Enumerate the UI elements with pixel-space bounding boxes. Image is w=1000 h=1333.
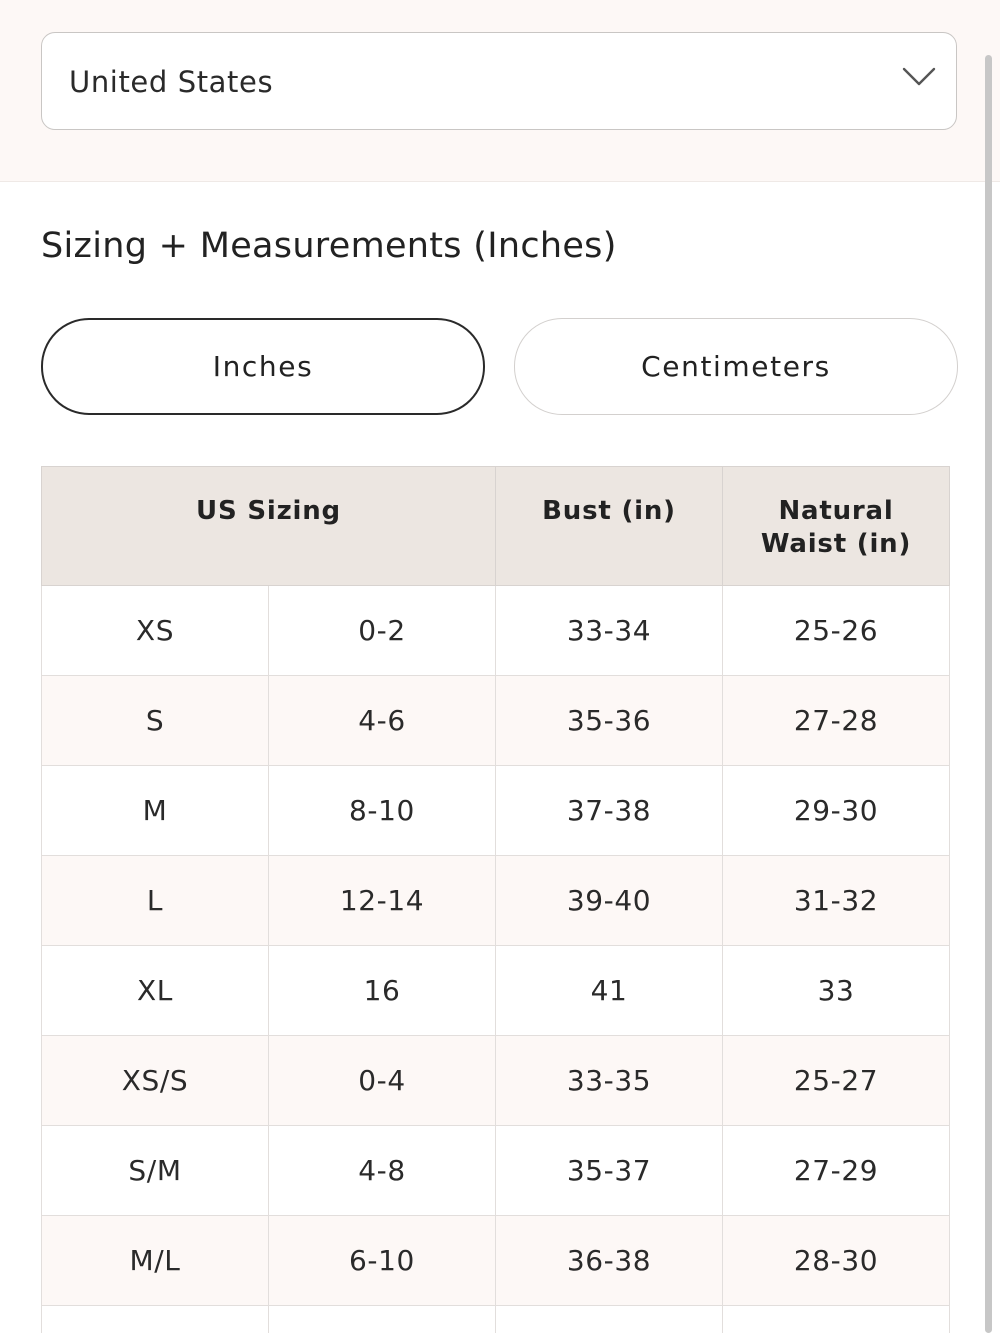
cell-bust: 39-40 bbox=[496, 856, 723, 946]
cell-size: XS bbox=[42, 586, 269, 676]
cell-waist: 25-27 bbox=[723, 1036, 950, 1126]
table-row bbox=[42, 1216, 950, 1306]
cell-us-size: 6-10 bbox=[269, 1216, 496, 1306]
table-row bbox=[42, 1036, 950, 1126]
cell-size bbox=[42, 1306, 269, 1333]
header-us-sizing: US Sizing bbox=[42, 467, 496, 586]
cell-waist: 25-26 bbox=[723, 586, 950, 676]
cell-us-size: 0-4 bbox=[269, 1036, 496, 1126]
header-bust: Bust (in) bbox=[496, 467, 723, 586]
cell-waist: 29-30 bbox=[723, 766, 950, 856]
cell-us-size: 12-14 bbox=[269, 856, 496, 946]
chevron-down-icon bbox=[902, 66, 936, 88]
header-natural-waist-line2: Waist (in) bbox=[760, 529, 912, 559]
cell-waist: 33 bbox=[723, 946, 950, 1036]
table-header-row bbox=[42, 467, 950, 586]
cell-bust: 41 bbox=[496, 946, 723, 1036]
cell-size: S bbox=[42, 676, 269, 766]
scrollbar-thumb[interactable] bbox=[985, 55, 992, 1333]
cell-us-size bbox=[269, 1306, 496, 1333]
header-natural-waist-line1: Natural bbox=[778, 496, 894, 526]
table-row bbox=[42, 856, 950, 946]
cell-size: XS/S bbox=[42, 1036, 269, 1126]
cell-size: XL bbox=[42, 946, 269, 1036]
table-row bbox=[42, 946, 950, 1036]
cell-bust: 35-36 bbox=[496, 676, 723, 766]
cell-bust bbox=[496, 1306, 723, 1333]
table-row bbox=[42, 586, 950, 676]
section-title: Sizing + Measurements (Inches) bbox=[41, 226, 617, 266]
country-select-value: United States bbox=[69, 65, 274, 99]
cell-us-size: 16 bbox=[269, 946, 496, 1036]
scrollbar[interactable] bbox=[985, 55, 992, 1333]
country-section bbox=[0, 0, 1000, 182]
cell-waist: 28-30 bbox=[723, 1216, 950, 1306]
cell-waist: 31-32 bbox=[723, 856, 950, 946]
cell-size: M/L bbox=[42, 1216, 269, 1306]
cell-size: M bbox=[42, 766, 269, 856]
header-natural-waist bbox=[723, 467, 950, 586]
table-row bbox=[42, 676, 950, 766]
cell-size: S/M bbox=[42, 1126, 269, 1216]
cell-bust: 36-38 bbox=[496, 1216, 723, 1306]
cell-bust: 33-35 bbox=[496, 1036, 723, 1126]
cell-bust: 35-37 bbox=[496, 1126, 723, 1216]
inches-toggle-button[interactable]: Inches bbox=[41, 318, 485, 415]
cell-us-size: 8-10 bbox=[269, 766, 496, 856]
size-chart-table bbox=[41, 466, 950, 1333]
cell-size: L bbox=[42, 856, 269, 946]
centimeters-toggle-button[interactable]: Centimeters bbox=[514, 318, 958, 415]
cell-bust: 37-38 bbox=[496, 766, 723, 856]
table-row bbox=[42, 766, 950, 856]
table-row bbox=[42, 1126, 950, 1216]
cell-waist bbox=[723, 1306, 950, 1333]
country-select[interactable] bbox=[41, 32, 957, 130]
cell-waist: 27-29 bbox=[723, 1126, 950, 1216]
cell-waist: 27-28 bbox=[723, 676, 950, 766]
cell-us-size: 4-6 bbox=[269, 676, 496, 766]
cell-us-size: 4-8 bbox=[269, 1126, 496, 1216]
cell-us-size: 0-2 bbox=[269, 586, 496, 676]
table-row bbox=[42, 1306, 950, 1333]
size-table-body bbox=[42, 586, 950, 1333]
cell-bust: 33-34 bbox=[496, 586, 723, 676]
